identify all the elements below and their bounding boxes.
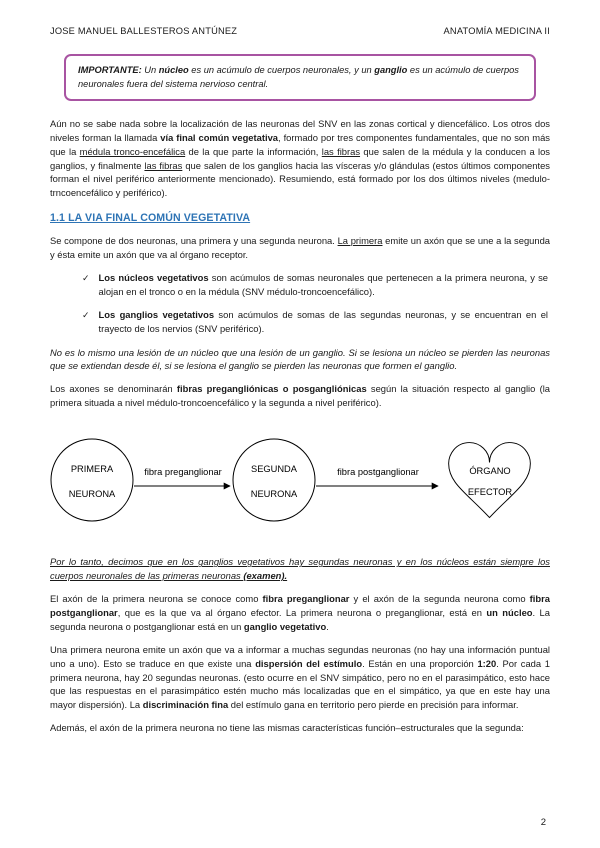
list-item-text: Los ganglios vegetativos son acúmulos de somas de las segundas neuronas, y se encuentran en el trayecto de los nervios (SNV periférico). [98, 309, 548, 334]
second-neuron-label-line1: SEGUNDA [251, 464, 297, 475]
postganglionic-fiber-label: fibra postganglionar [337, 467, 419, 478]
header-author: JOSE MANUEL BALLESTEROS ANTÚNEZ [50, 26, 238, 36]
axon-names-paragraph: El axón de la primera neurona se conoce como fibra preganglionar y el axón de la segunda neurona como fibra postganglionar, que es la que va al órgano efector. La primera neurona o preganglionar, está en un núcleo. La segunda neurona o postganglionar está en un ganglio vegetativo. [50, 593, 550, 632]
list-item-text: Los núcleos vegetativos son acúmulos de somas neuronales que pertenecen a la primera neurona, y se alojan en el tronco o en la médula (SNV médulo-troncoencefálico). [98, 272, 548, 297]
second-neuron-circle [233, 439, 315, 521]
second-neuron-label-line2: NEURONA [250, 489, 298, 500]
neuron-pathway-diagram [50, 422, 550, 541]
page-number: 2 [540, 817, 546, 828]
lesion-note-paragraph: No es lo mismo una lesión de un núcleo que una lesión de un ganglio. Si se lesiona un núcleo se pierden las neuronas que se extiendan desde él, si se lesiona el ganglio se pierden las neuronas que formen el ganglio. [50, 346, 550, 372]
checkmark-icon: ✓ [82, 310, 90, 321]
diagram-svg [50, 422, 550, 536]
heart-effector-shape [449, 443, 531, 518]
intro-paragraph: Aún no se sabe nada sobre la localización de las neuronas del SNV en las zonas cortical y diencefálico. Los otros dos niveles forman la llamada vía final común vegetativa, formado por tres componentes fundamentales, que no son más que la médula tronco-encefálica de la que parte la información, las fibras que salen de la médula y la conducen a los ganglios, y finalmente las fibras que salen de los ganglios hacia las vísceras y/o glándulas (estos últimos componentes forman el nivel periférico anteriormente mencionado). Resumiendo, está formado por los dos últimos niveles (medulo-trncoencefálico y periférico). [50, 117, 550, 199]
compose-paragraph: Se compone de dos neuronas, una primera y una segunda neurona. La primera emite un axón que se une a la segunda y ésta emite un axón que va al órgano receptor. [50, 235, 551, 261]
list-item-ganglios [50, 308, 550, 335]
first-neuron-circle [51, 439, 133, 521]
header-course: ANATOMÍA MEDICINA II [443, 26, 550, 36]
page-header [50, 26, 550, 36]
important-note-text: IMPORTANTE: Un núcleo es un acúmulo de cuerpos neuronales, y un ganglio es un acúmulo de cuerpos neuronales fuera del sistema nervioso central. [78, 65, 519, 90]
section-heading: 1.1 LA VIA FINAL COMÚN VEGETATIVA [50, 212, 251, 225]
list-item-nucleos [50, 271, 550, 298]
examen-note-paragraph: Por lo tanto, decimos que en los ganglios vegetativos hay segundas neuronas y en los núcleos están siempre los cuerpos neuronales de las primeras neuronas (examen). [50, 556, 550, 582]
first-neuron-label-line2: NEURONA [68, 489, 116, 500]
preganglionic-fiber-label: fibra preganglionar [144, 467, 222, 478]
effector-organ-label-line1: ÓRGANO [469, 466, 511, 477]
important-note-box [64, 54, 536, 101]
checklist [50, 271, 550, 336]
first-neuron-label-line1: PRIMERA [70, 464, 114, 475]
checkmark-icon: ✓ [82, 273, 90, 284]
ademas-paragraph: Además, el axón de la primera neurona no tiene las mismas características función–estructurales que la segunda: [50, 722, 524, 734]
axones-paragraph: Los axones se denominarán fibras pregangliónicas o posgangliónicas según la situación respecto al ganglio (la primera situada a nivel médulo-troncoencefálico y la segunda a nivel periférico). [50, 383, 550, 409]
dispersion-paragraph: Una primera neurona emite un axón que va a informar a muchas segundas neuronas (no hay una información puntual uno a uno). Esto se traduce en que existe una dispersión del estímulo. Están en una proporción 1:20. Por cada 1 primera neurona, hay 20 segundas neuronas. (esto ocurre en el SNV simpático, pero no en el parasimpático, esto hace que las respuestas en el parasimpático estén mucho más localizadas que en el simpático, ya que en este hay una mayor dispersión). La discriminación fina del estímulo gana en territorio pero pierde en precisión para informar. [50, 643, 551, 711]
effector-organ-label-line2: EFECTOR [467, 487, 513, 498]
